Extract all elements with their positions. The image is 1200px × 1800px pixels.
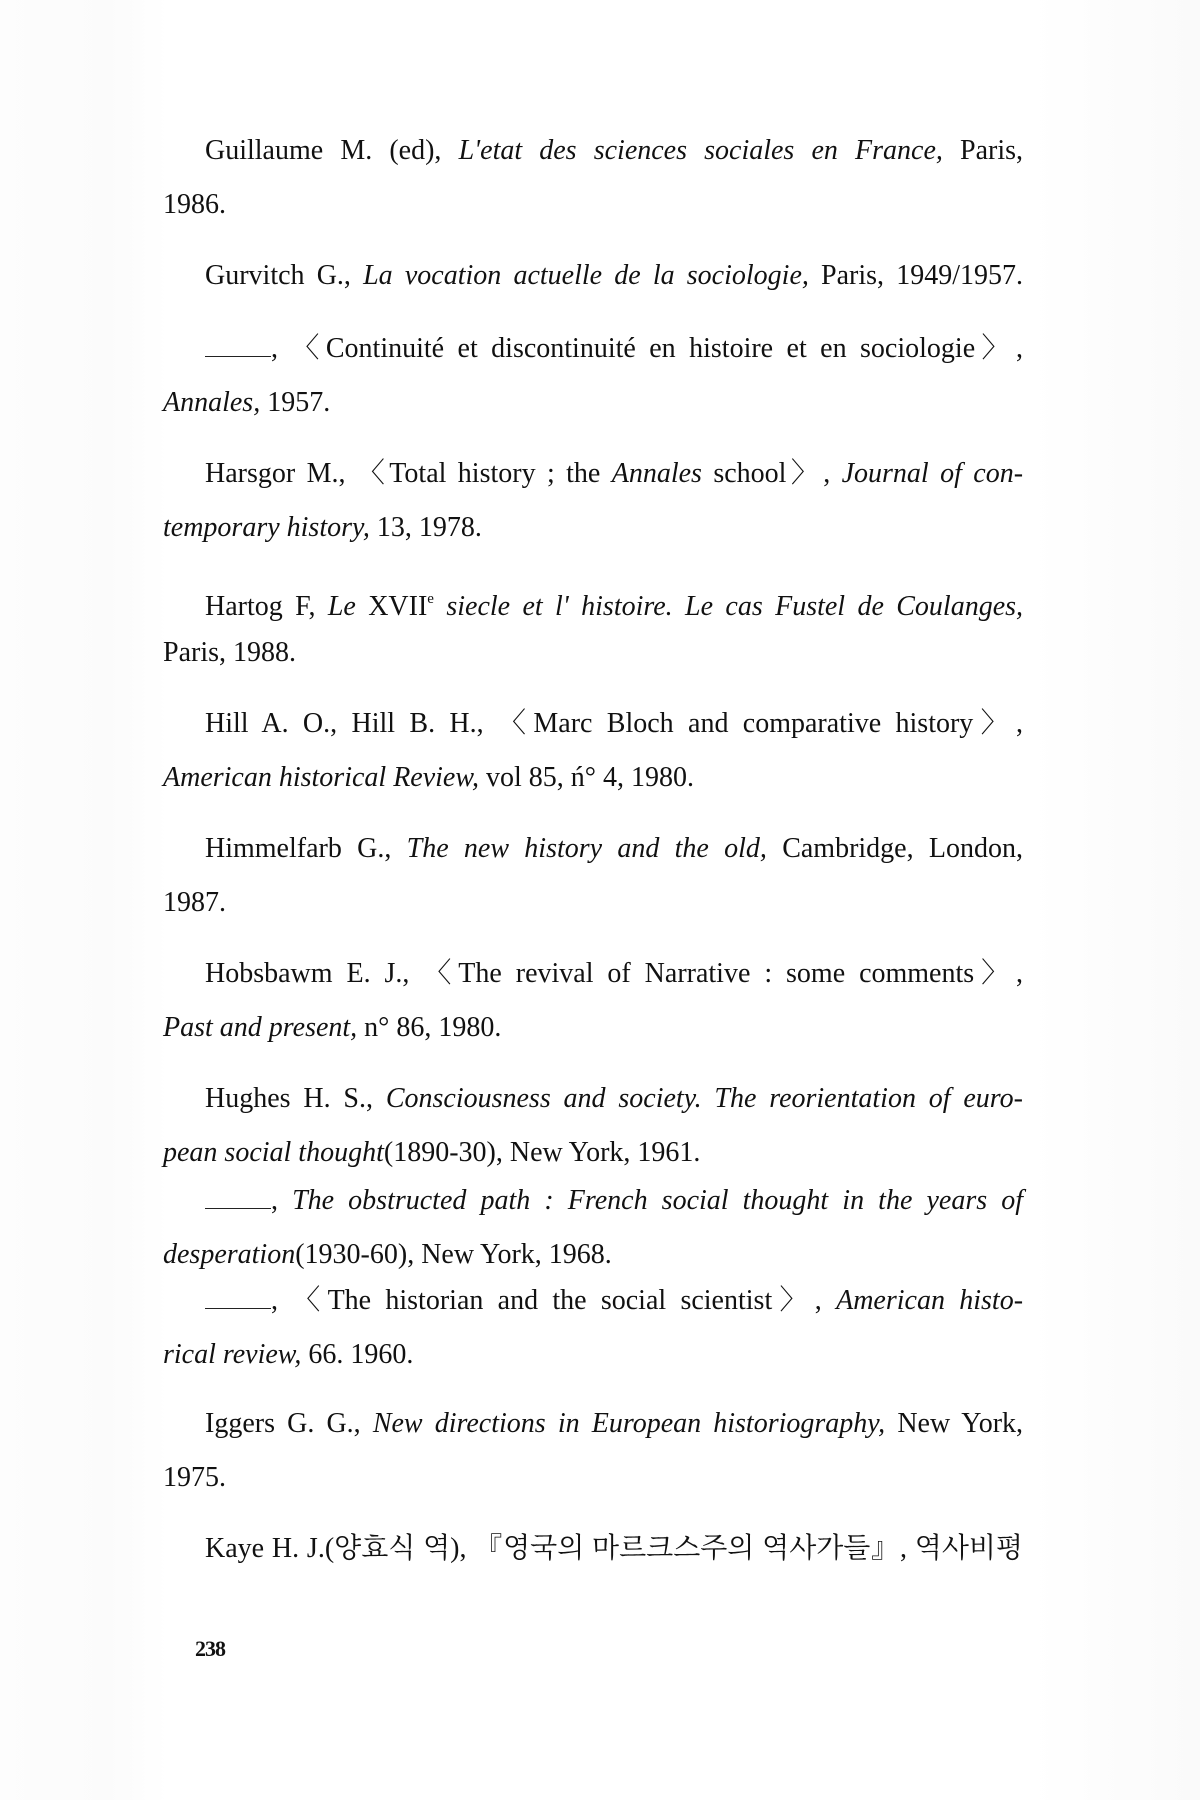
entry-publication: New York, xyxy=(897,1408,1024,1439)
entry-title: Consciousness and society. The reorientation of euro- xyxy=(385,1083,1023,1114)
entry-journal: American historical Review, xyxy=(163,762,479,793)
entry-volume: 66. 1960. xyxy=(308,1339,414,1370)
entry-publisher: 역사비평 xyxy=(914,1533,1023,1564)
entry-title: L'etat des sciences sociales en France, xyxy=(458,135,943,166)
repeat-author-rule xyxy=(205,336,271,357)
bibliography-entry xyxy=(163,822,1023,930)
bibliography-entry xyxy=(163,124,1023,232)
entry-author: Hobsbawm E. J., xyxy=(205,958,410,989)
entry-article: 〈Total history ; the xyxy=(356,458,601,489)
entry-year: 1975. xyxy=(163,1462,226,1493)
entry-publication: (1930-60), New York, 1968. xyxy=(295,1239,612,1270)
entry-title: The obstructed path : French social thought in the years of xyxy=(292,1185,1023,1216)
entry-author: Harsgor M., xyxy=(205,458,346,489)
entry-publication: Paris, 1988. xyxy=(163,637,296,668)
entry-year: 1986. xyxy=(163,189,226,220)
bibliography-entry xyxy=(163,572,1023,680)
entry-year: 13, 1978. xyxy=(376,512,482,543)
entry-title: Le xyxy=(327,591,356,622)
bibliography-entry xyxy=(163,947,1023,1055)
entry-author: Hughes H. S., xyxy=(205,1083,373,1114)
repeat-author-rule xyxy=(205,1188,271,1209)
roman-numeral: XVIIe xyxy=(368,591,434,622)
entry-volume: vol 85, ń° 4, 1980. xyxy=(485,762,694,793)
bibliography-entry xyxy=(163,447,1023,555)
entry-article-italic: Annales xyxy=(611,458,702,489)
entry-author: Kaye H. J.(양효식 역), xyxy=(205,1533,467,1564)
bibliography-entry xyxy=(163,249,1023,303)
entry-article: 〈Marc Bloch and comparative history〉, xyxy=(498,708,1023,739)
entry-author: Hill A. O., Hill B. H., xyxy=(205,708,484,739)
entry-title: New directions in European historiography, xyxy=(372,1408,886,1439)
entry-journal: American histo- xyxy=(836,1285,1024,1316)
entry-author: Himmelfarb G., xyxy=(205,833,392,864)
entry-title-cont: pean social thought xyxy=(163,1137,384,1168)
entry-article: , 〈Continuité et discontinuité en histoire et en sociologie〉, xyxy=(271,333,1023,364)
entry-publication: Paris, 1949/1957. xyxy=(821,260,1023,291)
bibliography-entry xyxy=(163,697,1023,805)
entry-publication: (1890-30), New York, 1961. xyxy=(383,1137,701,1168)
bibliography-entry xyxy=(163,1274,1023,1382)
entry-publication: Cambridge, London, xyxy=(782,833,1023,864)
entry-journal-cont: temporary history, xyxy=(163,512,370,543)
entry-volume: n° 86, 1980. xyxy=(364,1012,502,1043)
entry-article: , 〈The historian and the social scientist〉, xyxy=(271,1285,822,1316)
entry-author: Guillaume M. (ed), xyxy=(205,135,442,166)
entry-journal: Journal of con- xyxy=(841,458,1024,489)
entry-journal: Annales, xyxy=(163,387,261,418)
entry-title: La vocation actuelle de la sociologie, xyxy=(363,260,809,291)
entry-author: Iggers G. G., xyxy=(205,1408,361,1439)
bibliography-entry xyxy=(163,322,1023,430)
entry-year: 1987. xyxy=(163,887,226,918)
entry-title-cont: desperation xyxy=(163,1239,296,1270)
bibliography-entry: , The obstructed path : French social thought in the years of desperation(1930-60), New York, 1968. xyxy=(163,1185,1023,1270)
entry-publication: Paris, xyxy=(960,135,1024,166)
bibliography-entry xyxy=(163,1397,1023,1505)
bibliography-entry xyxy=(163,1072,1023,1180)
page-number: 238 xyxy=(195,1636,225,1661)
entry-author: Hartog F, xyxy=(205,591,316,622)
entry-year: 1957. xyxy=(267,387,331,418)
entry-article: 〈The revival of Narrative : some comments〉, xyxy=(423,958,1024,989)
entry-author: Gurvitch G., xyxy=(205,260,351,291)
entry-title: The new history and the old, xyxy=(406,833,767,864)
entry-journal: Past and present, xyxy=(163,1012,358,1043)
bibliography-entry xyxy=(163,1522,1023,1576)
entry-article-end: school〉, xyxy=(713,458,831,489)
entry-journal-cont: rical review, xyxy=(163,1339,302,1370)
repeat-author-rule xyxy=(205,1288,271,1309)
entry-title-cont: siecle et l' histoire. Le cas Fustel de Coulanges, xyxy=(446,591,1024,622)
entry-title: 『영국의 마르크스주의 역사가들』, xyxy=(474,1533,907,1564)
